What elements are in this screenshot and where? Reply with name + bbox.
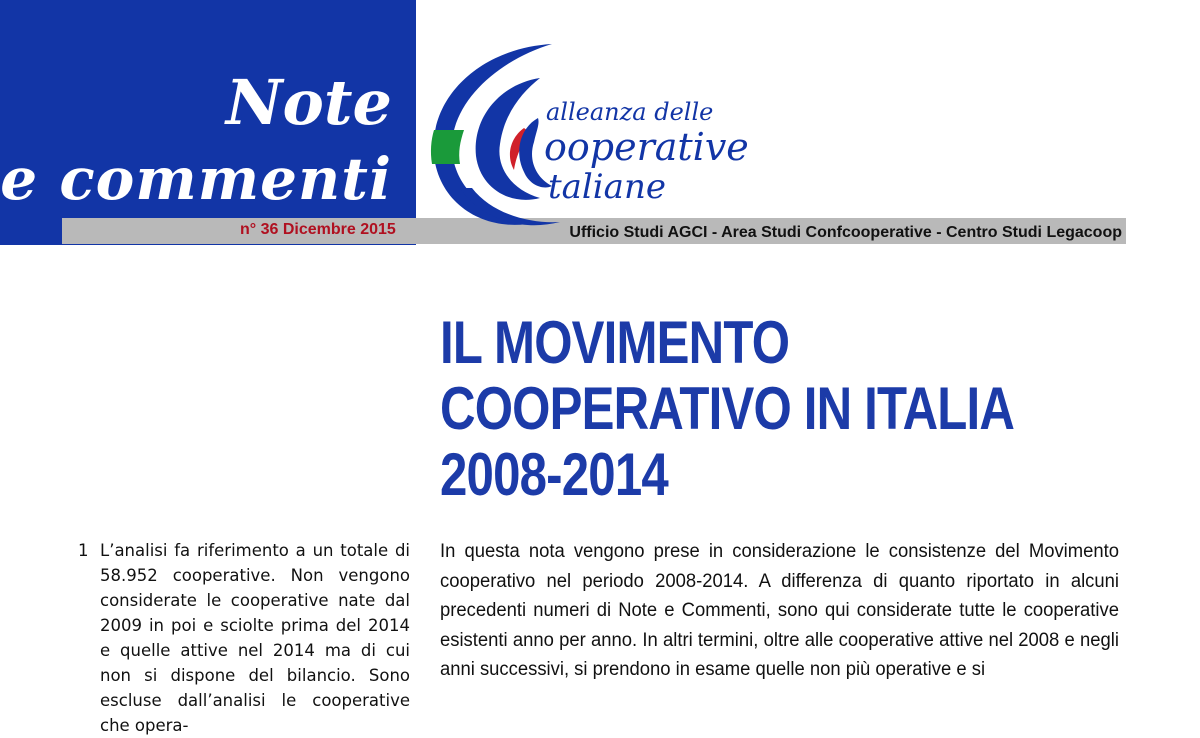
logo-text-line2: ooperative <box>544 125 749 169</box>
article-body: In questa nota vengono prese in considerazione le consistenze del Movimento cooperativo nel periodo 2008-2014. A differenza di quanto riportato in alcuni precedenti numeri di Note e Commenti, sono qui considerate tutte le cooperative esistenti anno per anno. In altri termini, oltre alle cooperative attive nel 2008 e negli anni successivi, si prendono in esame quelle non più operative e si <box>440 541 1119 680</box>
logo-text-line1: alleanza delle <box>546 98 714 126</box>
headline-line2: COOPERATIVO IN ITALIA <box>440 375 1015 442</box>
headline-line1: IL MOVIMENTO <box>440 309 790 376</box>
issue-number: n° 36 Dicembre 2015 <box>240 221 396 238</box>
headline-line3: 2008-2014 <box>440 441 668 508</box>
publisher-offices: Ufficio Studi AGCI - Area Studi Confcooperative - Centro Studi Legacoop <box>569 224 1122 241</box>
article-headline <box>440 310 1030 508</box>
logo-text-line3: taliane <box>548 167 666 207</box>
logo-green-band <box>431 130 464 164</box>
footnote <box>78 538 410 738</box>
masthead-title-line2: e commenti <box>0 145 392 213</box>
masthead-title-line1: Note <box>225 66 392 139</box>
footnote-text: L’analisi fa riferimento a un totale di 58.952 cooperative. Non vengono considerate le cooperative nate dal 2009 in poi e sciolte prima del 2014 e quelle attive nel 2014 ma di cui non si dispone del bilancio. Sono escluse dall’analisi le cooperative che opera- <box>100 541 410 735</box>
footnote-number: 1 <box>78 541 89 560</box>
